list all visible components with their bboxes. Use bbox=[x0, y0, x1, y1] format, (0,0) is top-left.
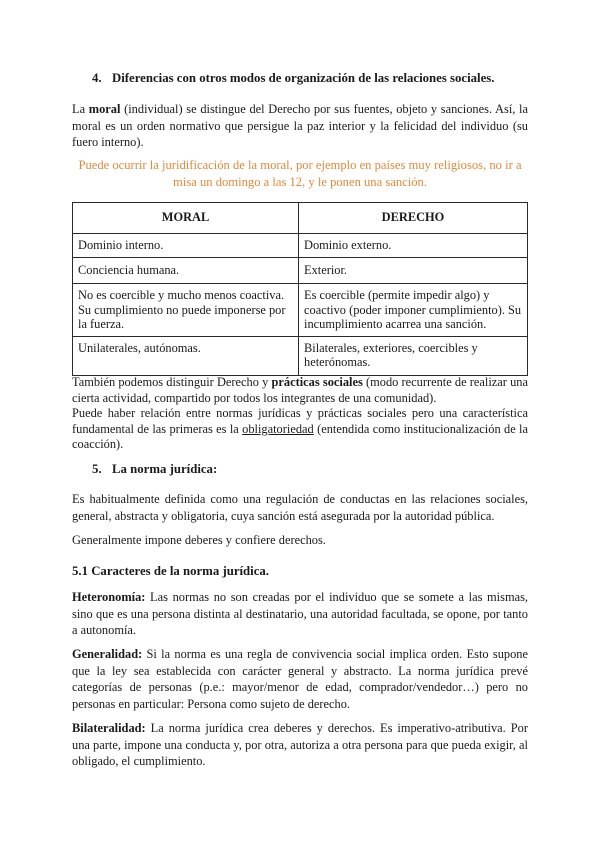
moral-paragraph bbox=[72, 101, 528, 151]
table-cell: Bilaterales, exteriores, coercibles y heterónomas. bbox=[299, 336, 528, 375]
relacion-pre: Puede haber relación entre normas jurídicas y prácticas sociales pero una característica fundamental de las primeras es la bbox=[72, 406, 528, 436]
practicas-text: (modo recurrente de realizar una cierta actividad, compartido por todos los integrantes de una comunidad). bbox=[72, 375, 529, 405]
table-row bbox=[73, 257, 528, 284]
moral-term: moral bbox=[88, 102, 121, 116]
section-5-number: 5. bbox=[92, 462, 102, 476]
bilateralidad-text: La norma jurídica crea deberes y derechos. Es imperativo-atributiva. Por una parte, impone una conducta y, por otra, autoriza a otra persona para que pueda exigir, al obligado, el cumplimiento. bbox=[72, 721, 528, 768]
deberes-paragraph: Generalmente impone deberes y confiere derechos. bbox=[72, 533, 326, 547]
practicas-paragraph bbox=[72, 375, 528, 406]
table-row bbox=[73, 284, 528, 337]
generalidad-term: Generalidad: bbox=[72, 647, 143, 661]
heteronomia-text: Las normas no son creadas por el individuo que se somete a las mismas, sino que es una persona distinta al destinatario, una autoridad facultada, se opone, por tanto a autonomía. bbox=[72, 590, 528, 637]
heteronomia-term: Heteronomía: bbox=[72, 590, 146, 604]
table-cell: Exterior. bbox=[299, 257, 528, 284]
practicas-term: prácticas sociales bbox=[271, 375, 363, 389]
table-cell: Dominio externo. bbox=[299, 234, 528, 258]
table-header-moral: MORAL bbox=[73, 203, 299, 234]
relacion-text: (entendida como institucionalización de la coacción). bbox=[72, 421, 528, 451]
orange-note: Puede ocurrir la juridificación de la moral, por ejemplo en países muy religiosos, no ir a misa un domingo a las 12, y le ponen una sanción. bbox=[78, 158, 522, 189]
bilateralidad-paragraph bbox=[72, 720, 528, 770]
moral-derecho-table bbox=[72, 202, 528, 376]
table-row bbox=[73, 336, 528, 375]
section-5-heading bbox=[92, 461, 532, 478]
moral-text: (individual) se distingue del Derecho por sus fuentes, objeto y sanciones. Así, la moral es un orden normativo que persigue la paz interior y la felicidad del individuo (su fuero interno). bbox=[72, 102, 528, 149]
section-4-title: Diferencias con otros modos de organización de las relaciones sociales. bbox=[112, 71, 495, 85]
definicion-paragraph: Es habitualmente definida como una regulación de conductas en las relaciones sociales, general, abstracta y obligatoria, cuya sanción está asegurada por la autoridad pública. bbox=[72, 492, 528, 523]
generalidad-paragraph bbox=[72, 646, 528, 712]
obligatoriedad-term: obligatoriedad bbox=[242, 421, 314, 436]
section-5-title: La norma jurídica: bbox=[112, 462, 218, 476]
table-cell: Unilaterales, autónomas. bbox=[73, 336, 299, 375]
table-cell: No es coercible y mucho menos coactiva. Su cumplimiento no puede imponerse por la fuerza. bbox=[73, 284, 299, 337]
section-4-heading bbox=[92, 70, 532, 87]
bilateralidad-term: Bilateralidad: bbox=[72, 721, 146, 735]
table-cell: Dominio interno. bbox=[73, 234, 299, 258]
moral-pre: La bbox=[72, 102, 89, 116]
table-header-row bbox=[73, 203, 528, 234]
relacion-paragraph bbox=[72, 406, 528, 453]
table-cell: Es coercible (permite impedir algo) y coactivo (poder imponer cumplimiento). Su incumplimiento acarrea una sanción. bbox=[299, 284, 528, 337]
generalidad-text: Si la norma es una regla de convivencia social implica orden. Esto supone que la ley sea establecida con carácter general y abstracto. La norma jurídica prevé categorías de personas (p.e.: mayor/menor de edad, comprador/vendedor…) pero no personas en particular: Persona como sujeto de derecho. bbox=[72, 647, 528, 711]
section-5-1-heading: 5.1 Caracteres de la norma jurídica. bbox=[72, 564, 270, 578]
heteronomia-paragraph bbox=[72, 589, 528, 639]
table-cell: Conciencia humana. bbox=[73, 257, 299, 284]
table-row bbox=[73, 234, 528, 258]
practicas-pre: También podemos distinguir Derecho y bbox=[72, 375, 272, 389]
table-header-derecho: DERECHO bbox=[299, 203, 528, 234]
section-4-number: 4. bbox=[92, 71, 102, 85]
